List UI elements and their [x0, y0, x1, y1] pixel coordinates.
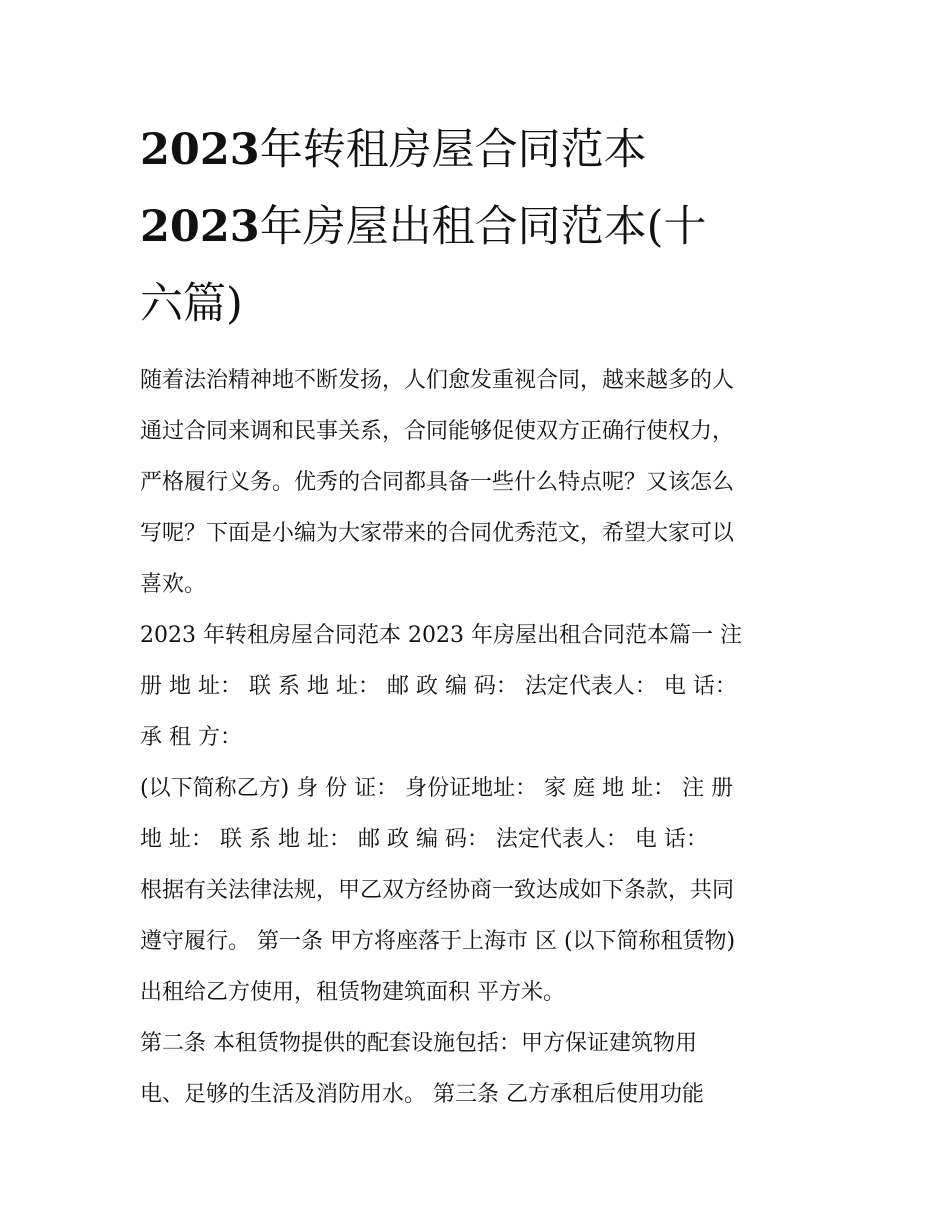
body-line: 电、足够的生活及消防用水。 第三条 乙方承租后使用功能: [140, 1082, 704, 1107]
document-body: [140, 355, 820, 1120]
body-line: 严格履行义务。优秀的合同都具备一些什么特点呢？又该怎么: [140, 470, 735, 495]
body-line: (以下简称乙方) 身 份 证： 身份证地址： 家 庭 地 址： 注 册: [140, 776, 734, 801]
title-line-2: [140, 189, 820, 266]
title-year: 2023: [140, 125, 260, 175]
body-line: 册 地 址： 联 系 地 址： 邮 政 编 码： 法定代表人： 电 话：: [140, 674, 737, 699]
body-line: 写呢？下面是小编为大家带来的合同优秀范文，希望大家可以: [140, 521, 735, 546]
title-text: 六篇): [140, 279, 243, 329]
body-line: 承 租 方：: [140, 725, 242, 750]
body-line: 出租给乙方使用，租赁物建筑面积 平方米。: [140, 980, 565, 1005]
body-line: 根据有关法律法规，甲乙双方经协商一致达成如下条款，共同: [140, 878, 735, 903]
title-line-1: [140, 112, 820, 189]
title-year: 2023: [140, 202, 260, 252]
body-line: 遵守履行。 第一条 甲方将座落于上海市 区 (以下简称租赁物): [140, 929, 736, 954]
body-line: 喜欢。: [140, 572, 207, 597]
body-line: 第二条 本租赁物提供的配套设施包括：甲方保证建筑物用: [140, 1031, 697, 1056]
title-text: 年房屋出租合同范本(十: [259, 202, 707, 252]
document-title: [140, 112, 820, 343]
body-line: 2023 年转租房屋合同范本 2023 年房屋出租合同范本篇一 注: [140, 623, 742, 648]
title-line-3: [140, 266, 820, 343]
body-line: 随着法治精神地不断发扬，人们愈发重视合同，越来越多的人: [140, 368, 735, 393]
body-line: 地 址： 联 系 地 址： 邮 政 编 码： 法定代表人： 电 话：: [140, 827, 708, 852]
title-text: 年转租房屋合同范本: [259, 125, 647, 175]
body-line: 通过合同来调和民事关系，合同能够促使双方正确行使权力，: [140, 419, 735, 444]
